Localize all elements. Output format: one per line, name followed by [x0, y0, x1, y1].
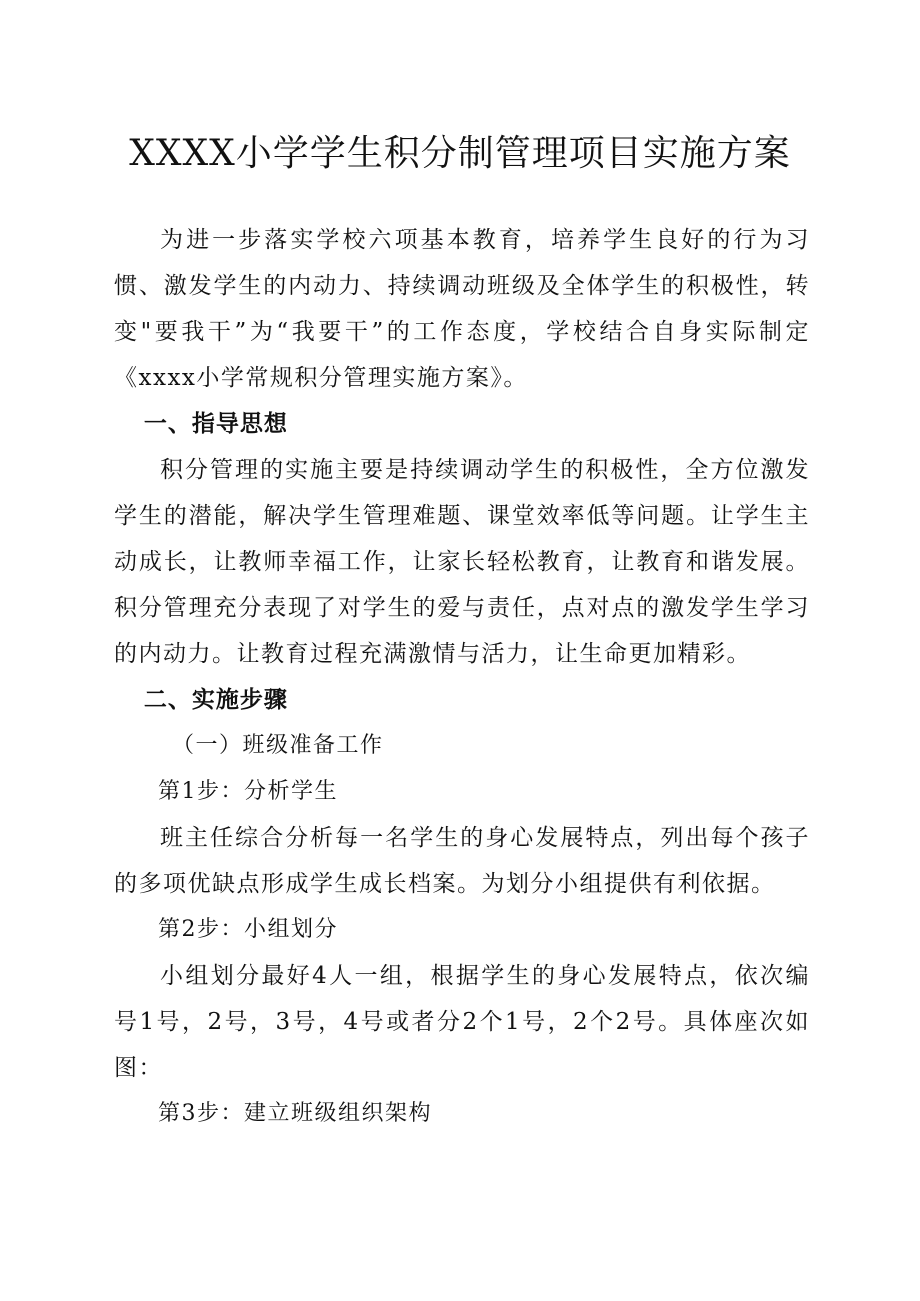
step-1-paragraph: 班主任综合分析每一名学生的身心发展特点，列出每个孩子的多项优缺点形成学生成长档案。为划分小组提供有利依据。 [114, 825, 810, 897]
step-1-title: 第1步：分析学生 [158, 779, 338, 804]
section-heading-implementation-steps: 二、实施步骤 [143, 687, 288, 713]
section-heading-guiding-thought: 一、指导思想 [143, 411, 288, 437]
step-2-paragraph: 小组划分最好4人一组，根据学生的身心发展特点，依次编号1号，2号，3号，4号或者分2个1号，2个2号。具体座次如图： [114, 963, 810, 1081]
step-3-title: 第3步：建立班级组织架构 [158, 1101, 432, 1126]
document-body [114, 217, 810, 1137]
intro-paragraph: 为进一步落实学校六项基本教育，培养学生良好的行为习惯、激发学生的内动力、持续调动班级及全体学生的积极性，转变"要我干”为“我要干”的工作态度，学校结合自身实际制定《xxxx小学常规积分管理实施方案》。 [114, 227, 810, 391]
guiding-thought-paragraph: 积分管理的实施主要是持续调动学生的积极性，全方位激发学生的潜能，解决学生管理难题、课堂效率低等问题。让学生主动成长，让教师幸福工作，让家长轻松教育，让教育和谐发展。积分管理充分表现了对学生的爱与责任，点对点的激发学生学习的内动力。让教育过程充满激情与活力，让生命更加精彩。 [114, 457, 810, 667]
document-title: XXXX小学学生积分制管理项目实施方案 [129, 133, 791, 174]
subsection-class-preparation: （一）班级准备工作 [172, 733, 384, 758]
step-2-title: 第2步：小组划分 [158, 917, 338, 942]
